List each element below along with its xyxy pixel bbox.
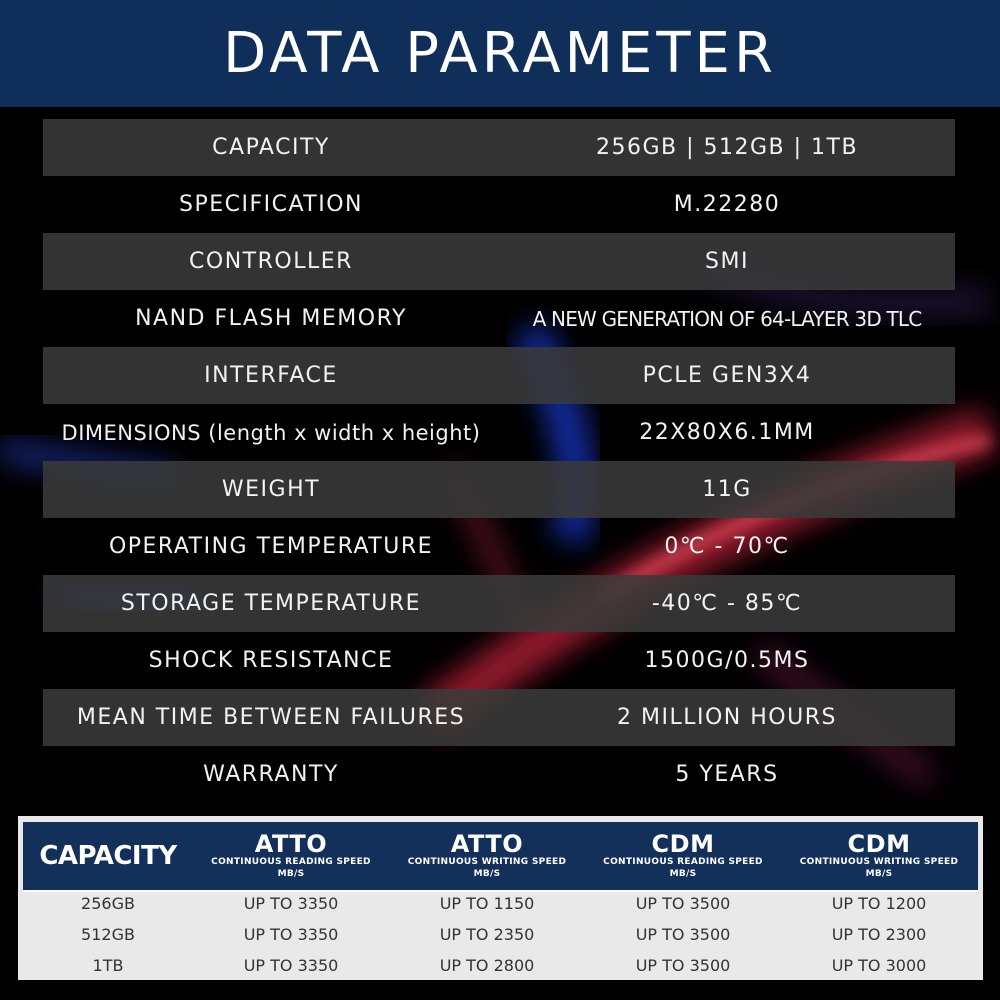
column-subtitle: CONTINUOUS READING SPEED — [211, 857, 371, 867]
capacity-cell: 256GB — [81, 894, 135, 913]
table-row — [23, 888, 978, 919]
speed-cell: UP TO 2800 — [439, 956, 535, 975]
spec-label: CONTROLLER — [189, 249, 353, 274]
spec-label: SHOCK RESISTANCE — [148, 648, 394, 673]
speed-table-body — [23, 888, 978, 981]
spec-value: 256GB | 512GB | 1TB — [595, 135, 859, 160]
column-header — [193, 822, 389, 890]
column-subtitle: CONTINUOUS READING SPEED — [603, 857, 763, 867]
speed-cell: UP TO 2350 — [439, 925, 535, 944]
speed-cell: UP TO 3000 — [831, 956, 927, 975]
spec-value: 5 YEARS — [675, 762, 779, 787]
speed-cell: UP TO 3350 — [243, 894, 339, 913]
title-banner — [0, 0, 1000, 107]
speed-cell: UP TO 3500 — [635, 956, 731, 975]
column-unit: MB/S — [277, 869, 305, 879]
spec-row-capacity — [43, 119, 955, 176]
speed-cell: UP TO 1150 — [439, 894, 535, 913]
spec-label: STORAGE TEMPERATURE — [120, 591, 422, 616]
capacity-cell: 1TB — [92, 956, 124, 975]
spec-row-interface — [43, 347, 955, 404]
column-unit: MB/S — [669, 869, 697, 879]
column-header — [389, 822, 585, 890]
spec-value: 0℃ - 70℃ — [664, 534, 790, 559]
spec-label: CAPACITY — [212, 135, 330, 160]
spec-label: NAND FLASH MEMORY — [135, 306, 407, 331]
spec-row-weight — [43, 461, 955, 518]
spec-value: 1500G/0.5MS — [644, 648, 810, 673]
spec-label: WEIGHT — [221, 477, 321, 502]
speed-cell: UP TO 2300 — [831, 925, 927, 944]
spec-value: 11G — [702, 477, 752, 502]
speed-cell: UP TO 1200 — [831, 894, 927, 913]
page-title: DATA PARAMETER — [223, 21, 777, 86]
column-unit: MB/S — [865, 869, 893, 879]
spec-value: 2 MILLION HOURS — [617, 705, 837, 730]
spec-row-nand — [43, 290, 955, 347]
column-title: ATTO — [254, 830, 328, 858]
spec-value: PCLE GEN3X4 — [642, 363, 812, 388]
speed-cell: UP TO 3500 — [635, 925, 731, 944]
speed-cell: UP TO 3500 — [635, 894, 731, 913]
capacity-cell: 512GB — [81, 925, 135, 944]
spec-label: INTERFACE — [204, 363, 338, 388]
spec-value: A NEW GENERATION OF 64-LAYER 3D TLC — [532, 306, 922, 331]
spec-table — [43, 119, 955, 803]
column-unit: MB/S — [473, 869, 501, 879]
spec-row-specification — [43, 176, 955, 233]
column-subtitle: CONTINUOUS WRITING SPEED — [407, 857, 567, 867]
spec-value: SMI — [705, 249, 749, 274]
column-title: CDM — [651, 830, 715, 858]
speed-cell: UP TO 3350 — [243, 925, 339, 944]
speed-table — [18, 816, 983, 980]
spec-row-dimensions — [43, 404, 955, 461]
spec-value: -40℃ - 85℃ — [651, 591, 803, 616]
column-title: CDM — [847, 830, 911, 858]
speed-table-header — [23, 822, 978, 892]
spec-label: SPECIFICATION — [178, 192, 364, 217]
spec-value: M.22280 — [673, 192, 781, 217]
table-row — [23, 919, 978, 950]
spec-label: DIMENSIONS (length x width x height) — [61, 420, 481, 445]
spec-row-mtbf — [43, 689, 955, 746]
column-header — [781, 822, 977, 890]
column-title: ATTO — [450, 830, 524, 858]
spec-value: 22X80X6.1MM — [639, 420, 815, 445]
table-row — [23, 950, 978, 981]
spec-label: MEAN TIME BETWEEN FAILURES — [76, 705, 466, 730]
column-subtitle: CONTINUOUS WRITING SPEED — [799, 857, 959, 867]
spec-row-warranty — [43, 746, 955, 803]
column-header — [585, 822, 781, 890]
capacity-header: CAPACITY — [39, 841, 177, 871]
spec-label: OPERATING TEMPERATURE — [108, 534, 434, 559]
spec-label: WARRANTY — [203, 762, 339, 787]
spec-row-controller — [43, 233, 955, 290]
speed-cell: UP TO 3350 — [243, 956, 339, 975]
spec-row-operating-temp — [43, 518, 955, 575]
spec-row-storage-temp — [43, 575, 955, 632]
spec-row-shock — [43, 632, 955, 689]
